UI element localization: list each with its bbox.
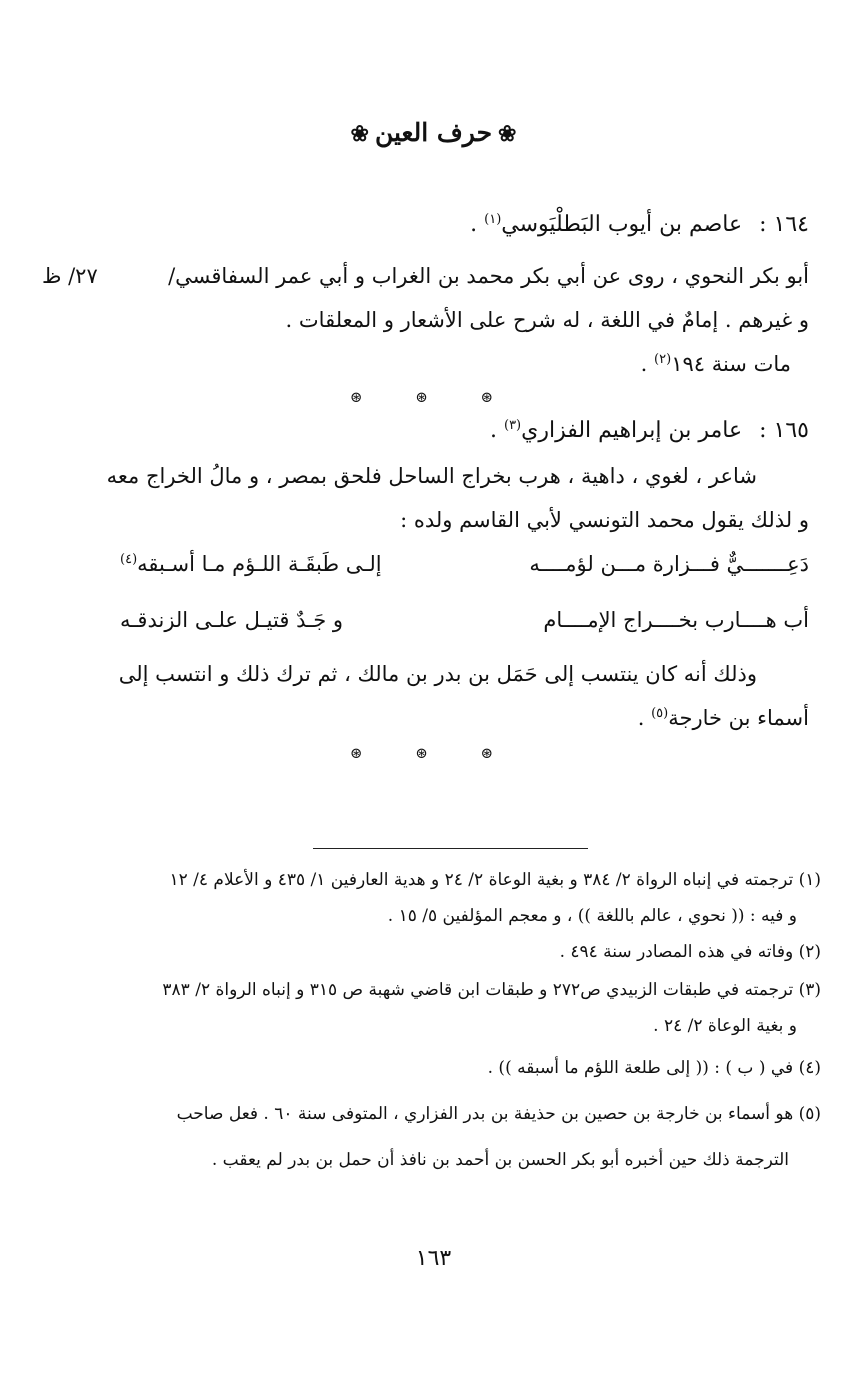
body-line: وذلك أنه كان ينتسب إلى حَمَل بن بدر بن مالك ، ثم ترك ذلك و انتسب إلى bbox=[118, 662, 757, 686]
body-line bbox=[58, 706, 809, 730]
entry-165-heading bbox=[58, 418, 809, 443]
section-separator: ⊛ ⊛ ⊛ bbox=[349, 388, 518, 406]
footnote-ref: (٤) bbox=[120, 552, 138, 567]
entry-end: . bbox=[470, 212, 478, 237]
manuscript-folio-marker: ٢٧/ ظ bbox=[42, 264, 98, 288]
body-line bbox=[58, 352, 791, 376]
chapter-heading bbox=[0, 118, 867, 147]
ornament-left-icon: ❀ bbox=[350, 121, 369, 147]
entry-title: عاصم بن أيوب البَطلْيَوسي bbox=[501, 212, 743, 237]
page-number: ١٦٣ bbox=[415, 1246, 452, 1271]
line-end: . bbox=[640, 352, 648, 376]
entry-title: عامر بن إبراهيم الفزاري bbox=[521, 418, 743, 443]
footnote-5-continuation: الترجمة ذلك حين أخبره أبو بكر الحسن بن أحمد بن نافذ أن حمل بن بدر لم يعقب . bbox=[211, 1150, 789, 1170]
body-line-text: أسماء بن خارجة bbox=[668, 706, 809, 730]
verse-second-hemistich: إلـى طَبقَـة اللـؤم مـا أسـبقه$^{(٤)}$ bbox=[120, 552, 382, 576]
entry-end: . bbox=[489, 418, 497, 443]
footnote-2: (٢) وفاته في هذه المصادر سنة ٤٩٤ . bbox=[559, 942, 821, 962]
footnote-3: (٣) ترجمته في طبقات الزبيدي ص٢٧٢ و طبقات ابن قاضي شهبة ص ٣١٥ و إنباه الرواة ٢/ ٣٨٣ bbox=[162, 980, 821, 1000]
verse-first-hemistich: أب هــــارب بخــــراج الإمــــام bbox=[543, 608, 809, 632]
body-line: و غيرهم . إمامٌ في اللغة ، له شرح على الأشعار و المعلقات . bbox=[285, 308, 809, 332]
verse-first-hemistich: دَعِـــــــيٌّ فـــزارة مـــن لؤمــــه bbox=[529, 552, 809, 576]
footnote-4: (٤) في ( ب ) : (( إلى طلعة اللؤم ما أسبقه )) . bbox=[487, 1058, 821, 1078]
footnote-1-continuation: و فيه : (( نحوي ، عالم باللغة )) ، و معجم المؤلفين ٥/ ١٥ . bbox=[387, 906, 797, 926]
footnote-ref: (٢) bbox=[654, 352, 672, 367]
poetry-verse bbox=[58, 552, 809, 582]
footnote-ref: (٣) bbox=[503, 418, 522, 433]
line-end: . bbox=[637, 706, 645, 730]
footnote-1: (١) ترجمته في إنباه الرواة ٢/ ٣٨٤ و بغية الوعاة ٢/ ٢٤ و هدية العارفين ١/ ٤٣٥ و الأعلام ٤/ ١٢ bbox=[169, 870, 821, 890]
entry-164-heading bbox=[58, 212, 809, 237]
ornament-right-icon: ❀ bbox=[498, 121, 517, 147]
body-line: أبو بكر النحوي ، روى عن أبي بكر محمد بن الغراب و أبي عمر السفاقسي/ bbox=[168, 264, 809, 288]
verse-second-hemistich: و جَـدٌ قتيـل علـى الزندقـه bbox=[120, 608, 344, 632]
footnote-ref: (١) bbox=[484, 212, 502, 227]
section-separator: ⊛ ⊛ ⊛ bbox=[349, 744, 518, 762]
footnote-ref: (٥) bbox=[651, 706, 669, 721]
footnote-divider bbox=[313, 848, 588, 849]
entry-number: ١٦٥ : bbox=[759, 418, 809, 443]
body-line: و لذلك يقول محمد التونسي لأبي القاسم ولده : bbox=[400, 508, 809, 532]
footnote-5: (٥) هو أسماء بن خارجة بن حصين بن حذيفة بن بدر الفزاري ، المتوفى سنة ٦٠ . فعل صاحب bbox=[176, 1104, 821, 1124]
entry-number: ١٦٤ : bbox=[759, 212, 809, 237]
body-line: شاعر ، لغوي ، داهية ، هرب بخراج الساحل فلحق بمصر ، و مالُ الخراج معه bbox=[106, 464, 757, 488]
death-year-text: مات سنة ١٩٤ bbox=[671, 352, 791, 376]
footnote-3-continuation: و بغية الوعاة ٢/ ٢٤ . bbox=[653, 1016, 797, 1036]
poetry-verse bbox=[58, 608, 809, 638]
chapter-heading-text: حرف العين bbox=[374, 118, 493, 147]
